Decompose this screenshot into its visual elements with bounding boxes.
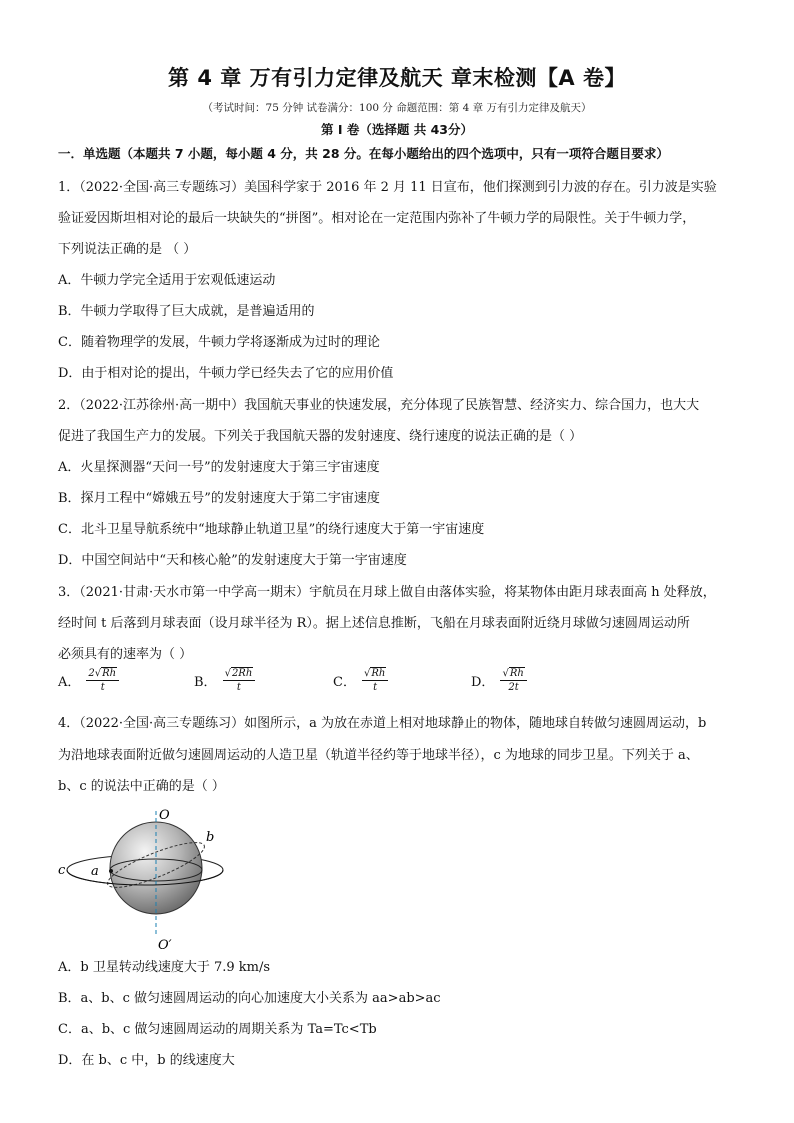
earth-orbit-diagram bbox=[58, 803, 228, 953]
label-o: O bbox=[159, 808, 170, 823]
formula: $\frac{√Rh}{2t}$ bbox=[500, 668, 526, 693]
section-heading: 一．单选题（本题共 7 小题，每小题 4 分，共 28 分。在每小题给出的四个选项中，只有一项符合题目要求） bbox=[58, 146, 669, 161]
option-label: A． bbox=[58, 675, 81, 690]
q2-option-d: D．中国空间站中“天和核心舱”的发射速度大于第一宇宙速度 bbox=[58, 553, 407, 568]
q1-option-b: B．牛顿力学取得了巨大成就，是普遍适用的 bbox=[58, 304, 315, 319]
q4-option-a: A．b 卫星转动线速度大于 7.9 km/s bbox=[58, 960, 271, 975]
q1-option-a: A．牛顿力学完全适用于宏观低速运动 bbox=[58, 273, 276, 288]
denominator: t bbox=[236, 682, 241, 693]
radicand: Rh bbox=[102, 668, 117, 679]
q4-option-c: C．a、b、c 做匀速圆周运动的周期关系为 Ta=Tc<Tb bbox=[58, 1022, 377, 1037]
page-title: 第 4 章 万有引力定律及航天 章末检测【A 卷】 bbox=[168, 66, 626, 90]
q3-option-c bbox=[333, 668, 388, 693]
option-label: C． bbox=[333, 675, 356, 690]
label-a: a bbox=[91, 864, 99, 879]
radicand: Rh bbox=[371, 668, 386, 679]
label-c: c bbox=[58, 863, 66, 878]
point-a bbox=[109, 869, 113, 873]
radicand: Rh bbox=[509, 668, 524, 679]
option-label: B． bbox=[194, 675, 217, 690]
q3-option-b bbox=[194, 668, 255, 693]
label-o-prime: O′ bbox=[158, 938, 172, 953]
q2-stem-line: 2．（2022·江苏徐州·高一期中）我国航天事业的快速发展，充分体现了民族智慧、经济实力、综合国力，也大大 bbox=[58, 398, 700, 413]
denominator: 2t bbox=[508, 682, 519, 693]
q1-stem-line: 验证爱因斯坦相对论的最后一块缺失的“拼图”。相对论在一定范围内弥补了牛顿力学的局限性。关于牛顿力学， bbox=[58, 211, 696, 226]
q3-option-d bbox=[471, 668, 527, 693]
denominator: t bbox=[100, 682, 105, 693]
formula: $\frac{√2Rh}{t}$ bbox=[223, 668, 256, 693]
q2-option-a: A．火星探测器“天问一号”的发射速度大于第三宇宙速度 bbox=[58, 460, 380, 475]
formula: $\frac{2√Rh}{t}$ bbox=[86, 668, 119, 693]
radicand: 2Rh bbox=[231, 668, 253, 679]
q3-option-a bbox=[58, 668, 119, 693]
formula: $\frac{√Rh}{t}$ bbox=[362, 668, 388, 693]
q3-stem-line: 必须具有的速率为（ ） bbox=[58, 647, 193, 662]
volume-heading: 第 I 卷（选择题 共 43分） bbox=[321, 122, 473, 137]
q1-option-c: C．随着物理学的发展，牛顿力学将逐渐成为过时的理论 bbox=[58, 335, 380, 350]
q1-option-d: D．由于相对论的提出，牛顿力学已经失去了它的应用价值 bbox=[58, 366, 394, 381]
q1-stem-line: 1．（2022·全国·高三专题练习）美国科学家于 2016 年 2 月 11 日宣布，他们探测到引力波的存在。引力波是实验 bbox=[58, 180, 717, 195]
coefficient: 2 bbox=[88, 668, 95, 679]
exam-info: （考试时间：75 分钟 试卷满分：100 分 命题范围：第 4 章 万有引力定律及航天） bbox=[202, 102, 592, 114]
q3-stem-line: 经时间 t 后落到月球表面（设月球半径为 R）。据上述信息推断，飞船在月球表面附近绕月球做匀速圆周运动所 bbox=[58, 616, 690, 631]
q1-stem-line: 下列说法正确的是 （ ） bbox=[58, 242, 197, 257]
q4-stem-line: b、c 的说法中正确的是（ ） bbox=[58, 779, 225, 794]
q4-option-b: B．a、b、c 做匀速圆周运动的向心加速度大小关系为 aa>ab>ac bbox=[58, 991, 441, 1006]
q2-option-c: C．北斗卫星导航系统中“地球静止轨道卫星”的绕行速度大于第一宇宙速度 bbox=[58, 522, 485, 537]
label-b: b bbox=[206, 830, 215, 845]
q2-option-b: B．探月工程中“嫦娥五号”的发射速度大于第二宇宙速度 bbox=[58, 491, 380, 506]
q4-stem-line: 为沿地球表面附近做匀速圆周运动的人造卫星（轨道半径约等于地球半径），c 为地球的同步卫星。下列关于 a、 bbox=[58, 748, 699, 763]
q4-stem-line: 4．（2022·全国·高三专题练习）如图所示，a 为放在赤道上相对地球静止的物体，随地球自转做匀速圆周运动，b bbox=[58, 716, 707, 731]
q2-stem-line: 促进了我国生产力的发展。下列关于我国航天器的发射速度、绕行速度的说法正确的是（ ） bbox=[58, 429, 583, 444]
denominator: t bbox=[373, 682, 378, 693]
option-label: D． bbox=[471, 675, 495, 690]
q4-option-d: D．在 b、c 中，b 的线速度大 bbox=[58, 1053, 235, 1068]
q3-stem-line: 3．（2021·甘肃·天水市第一中学高一期末）宇航员在月球上做自由落体实验，将某物体由距月球表面高 h 处释放， bbox=[58, 585, 716, 600]
